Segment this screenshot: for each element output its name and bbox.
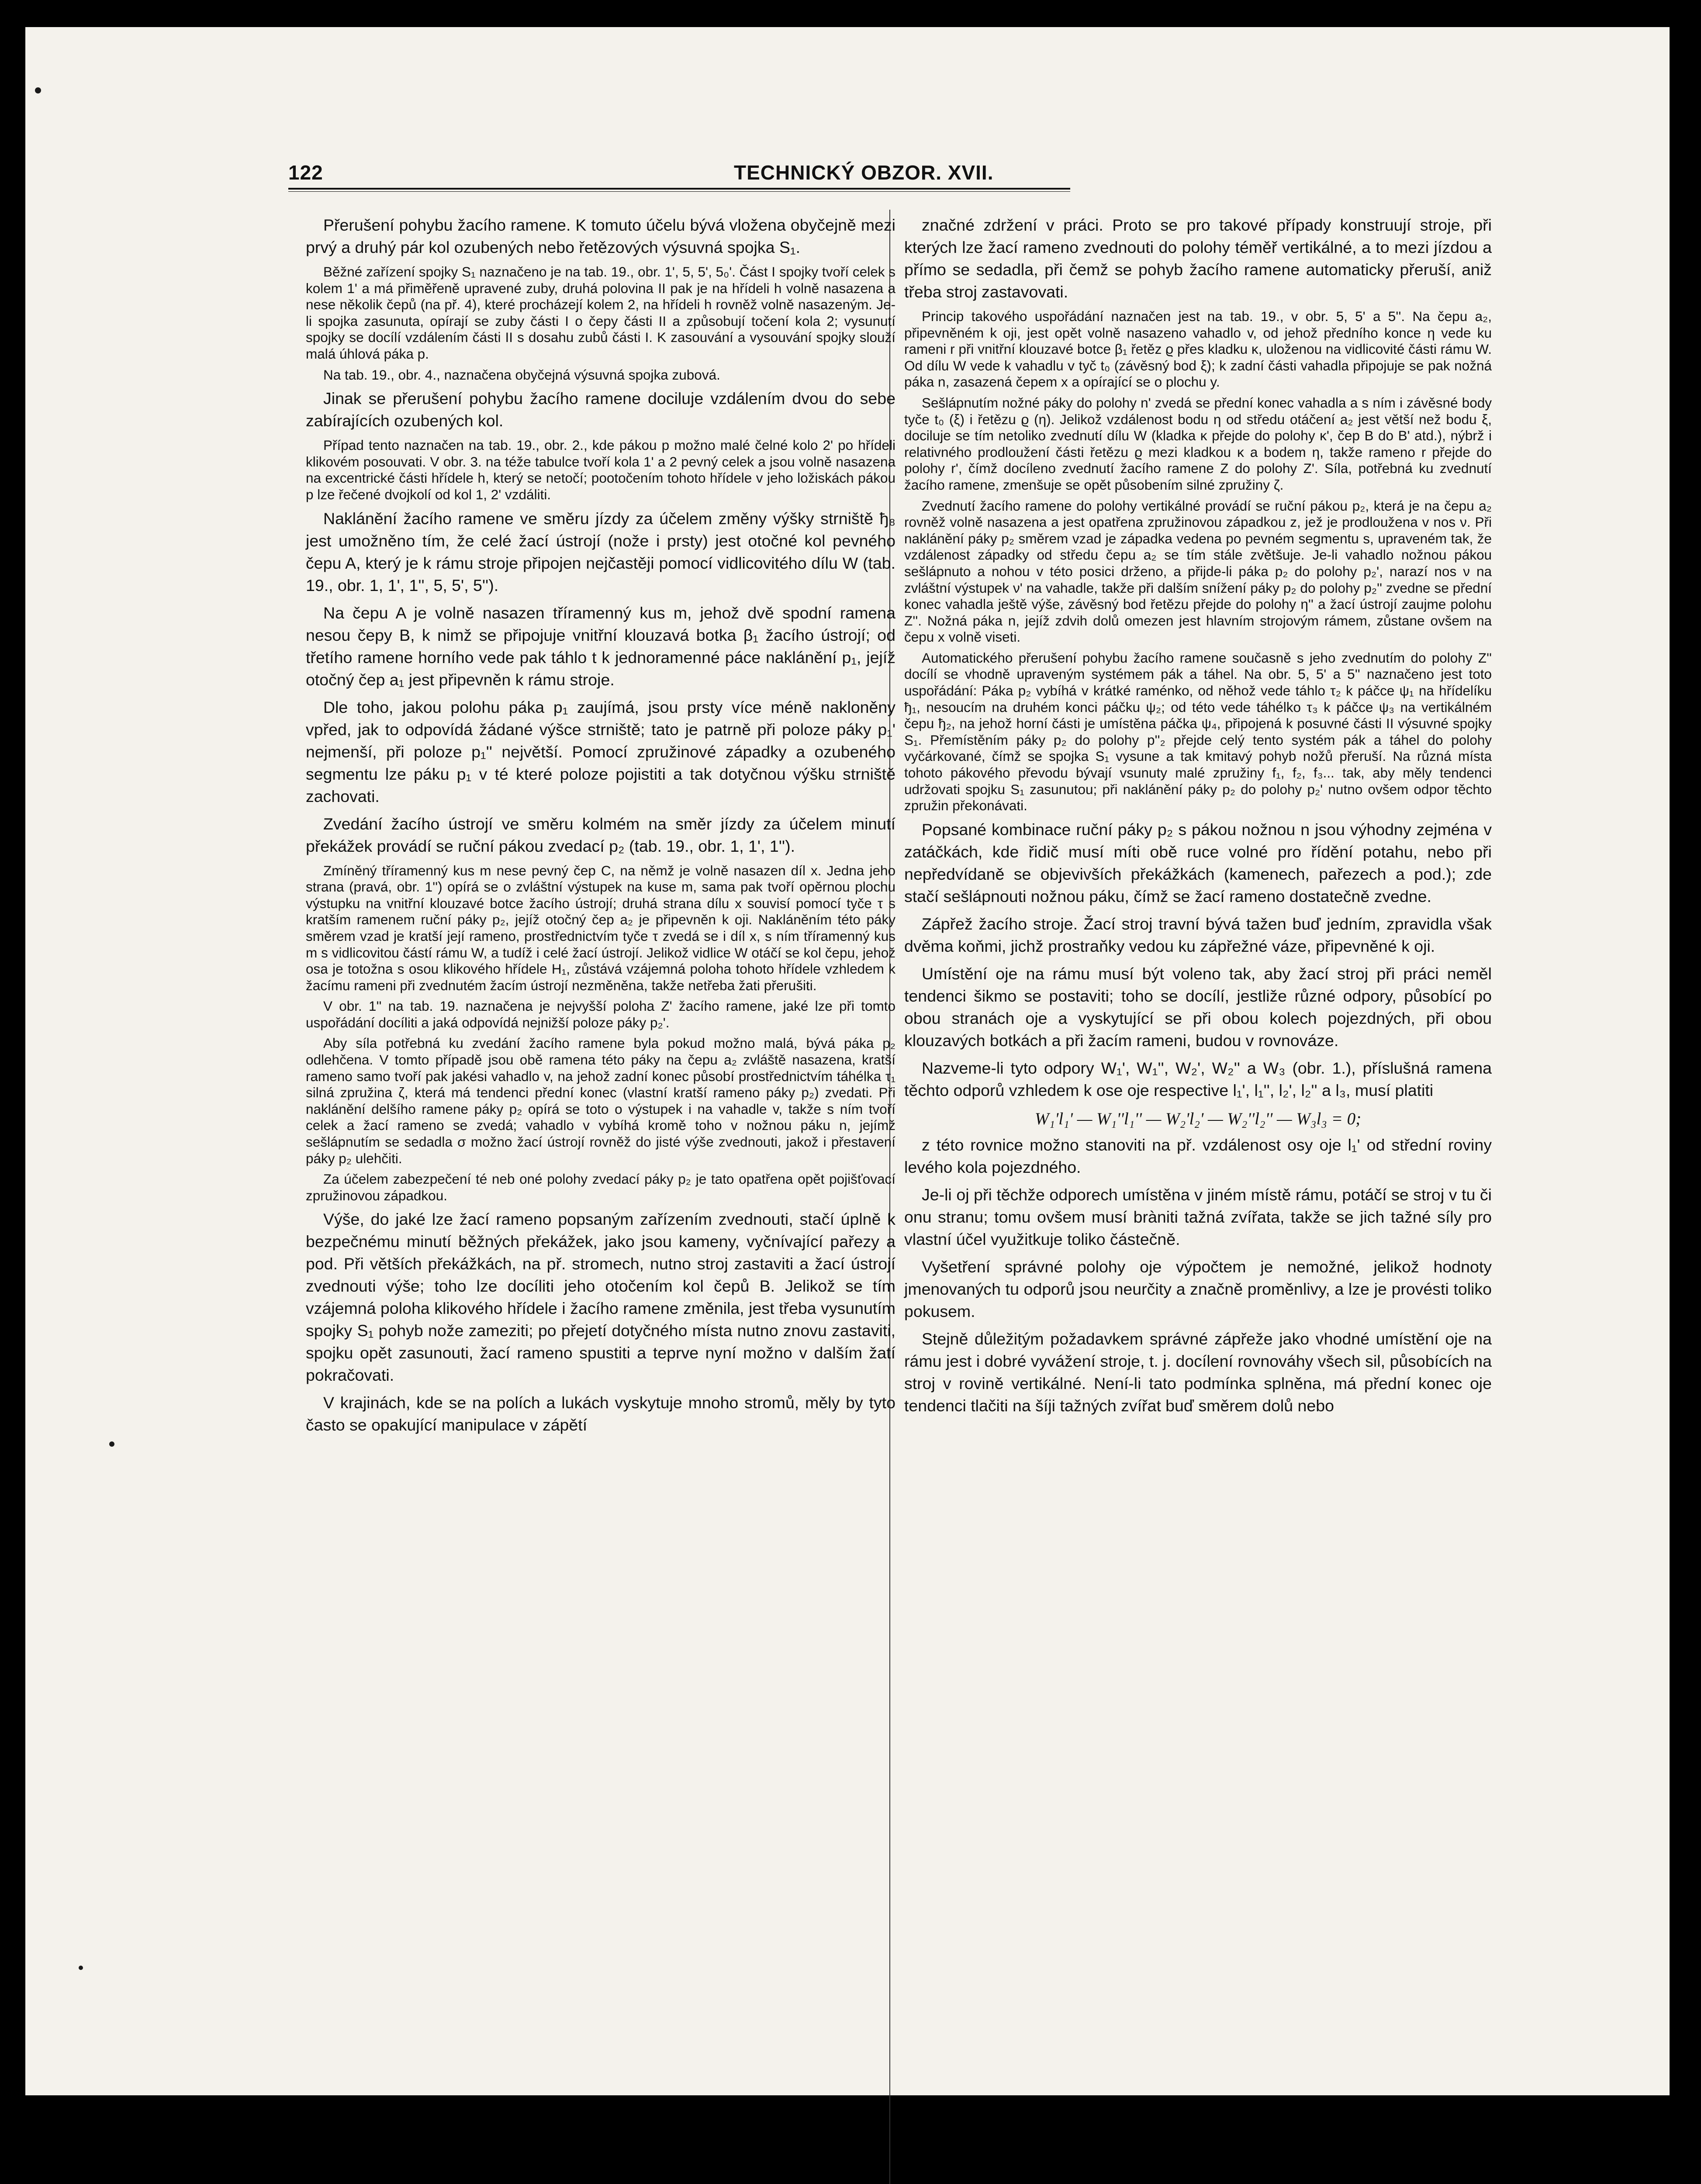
left-column [306,214,895,1441]
paragraph: Za účelem zabezpečení té neb oné polohy zvedací páky p₂ je tato opatřena opět pojišťovací zpružinovou západkou. [306,1171,895,1203]
paragraph: Sešlápnutím nožné páky do polohy n' zvedá se přední konec vahadla a s ním i závěsné body tyče t₀ (ξ) i řetězu ϱ (η). Jelikož vzdálenost bodu η od středu otáčení a₂ jest větší než bodu ξ, dociluje se tím netoliko zvednutí dílu W (kladka κ přejde do polohy κ', čep B do B' atd.), nýbrž i relativného prodloužení části řetězu ϱ mezi kladkou κ a bodem η, takže rameno r přejde do polohy r', čímž docíleno zvednutí žacího ramene Z do polohy Z'. Síla, potřebná ku zvednutí žacího ramene, zmenšuje se opět působením silné zpružiny ζ. [904,394,1492,493]
running-header [288,161,1071,191]
paragraph: Vyšetření správné polohy oje výpočtem je nemožné, jelikož hodnoty jmenovaných tu odporů jsou neurčity a značně proměnlivy, a lze je provésti toliko pokusem. [904,1257,1492,1320]
paragraph: Zvednutí žacího ramene do polohy vertikálné provádí se ruční pákou p₂, která je na čepu a₂ rovněž volně nasazena a jest opatřena zpružinovou západkou z, jež je prodloužena v nos ν. Při naklánění páky p₂ směrem vzad je západka vedena po pevném segmentu s, upraveném tak, že vzdálenost západky od středu čepu a₂ se tím stále zvětšuje. Je-li vahadlo nožnou pákou sešlápnuto a nohou v této posici drženo, a přijde-li páka p₂ do polohy p₂', narazí nos ν na zvláštní výstupek ν' na vahadle, takže při dalším snížení páky p₂ do polohy p₂'' zvedne se přední konec vahadla ještě výše, závěsný bod řetězu přejde do polohy η'' a žací ústrojí zaujme polohu Z''. Nožná páka n, jejíž zdvih dolů omezen jest hlavním strojovým rámem, zůstane ovšem na čepu x volně viseti. [904,498,1492,645]
paragraph: Zápřež žacího stroje. Žací stroj travní bývá tažen buď jedním, zpravidla však dvěma koňmi, jichž prostraňky vedou ku zápřežné váze, připevněné k oji. [904,914,1492,955]
equation: W₁'l₁' — W₁''l₁'' — W₂'l₂' — W₂''l₂'' — W₃l₃ = 0; [1034,1109,1362,1128]
paragraph: V obr. 1'' na tab. 19. naznačena je nejvyšší poloha Z' žacího ramene, jaké lze při tomto uspořádání docíliti a jaká odpovídá nejnižší poloze páky p₂'. [306,998,895,1030]
paragraph: Výše, do jaké lze žací rameno popsaným zařízením zvednouti, stačí úplně k bezpečnému minutí běžných překážek, jako jsou kameny, vyčnívající pařezy a pod. Při větších překážkách, na př. stromech, nutno stroj zastaviti a žací ústrojí zvednouti výše; toho lze docíliti jeho otočením kol čepů B. Jelikož se tím vzájemná poloha klikového hřídele i žacího ramene změnila, jest třeba vysunutím spojky S₁ pohyb nože zameziti; po přejetí dotyčného místa nutno znovu zastaviti, spojku opět zasunouti, žací rameno spustiti a teprve nyní možno v dalším žatí pokračovati. [306,1210,895,1385]
header-rule-thin [288,191,1070,192]
paragraph: Nazveme-li tyto odpory W₁', W₁'', W₂', W₂'' a W₃ (obr. 1.), příslušná ramena těchto odporů vzhledem k ose oje respective l₁', l₁'', l₂', l₂'' a l₃, musí platiti [904,1058,1492,1099]
paragraph: Jinak se přerušení pohybu žacího ramene dociluje vzdálením dvou do sebe zabírajících ozubených kol. [306,389,895,430]
scan-border [1670,27,1701,2113]
paragraph: Zmíněný tříramenný kus m nese pevný čep C, na němž je volně nasazen díl x. Jedna jeho strana (pravá, obr. 1'') opírá se o zvláštní výstupek na kuse m, sama pak tvoří opěrnou plochu výstupku na vnitřní klouzavé botce žacího ústrojí; druhá strana dílu x souvisí pomocí tyče τ s kratším ramenem ruční páky p₂, jejíž otočný čep a₂ je připevněn k oji. Nakláněním této páky směrem vzad je kratší její rameno, prostřednictvím tyče τ zvedá se i díl x, s ním tříramenný kus m s vidlicovitou částí rámu W, a tudíž i celé žací ústrojí. Jelikož vidlice W otáčí se kol čepu, jehož osa je totožna s osou klikového hřídele H₁, zůstává vzájemná poloha tohoto hřídele vzhledem k žacímu rameni při zvednutém žacím ústrojí nezměněna, takže netřeba žati přerušiti. [306,862,895,993]
scan-speck [35,87,41,93]
paragraph: z této rovnice možno stanoviti na př. vzdálenost osy oje l₁' od střední roviny levého kola pojezdného. [904,1135,1492,1176]
paragraph: Přerušení pohybu žacího ramene. K tomuto účelu bývá vložena obyčejně mezi prvý a druhý pár kol ozubených nebo řetězových výsuvná spojka S₁. [306,216,895,256]
paragraph: Na čepu A je volně nasazen tříramenný kus m, jehož dvě spodní ramena nesou čepy B, k nimž se připojuje vnitřní klouzavá botka β₁ žacího ústrojí; od třetího ramene horního vede pak táhlo t k jednoramenné páce naklánění p₁, jejíž otočný čep a₁ jest připevněn k rámu stroje. [306,603,895,689]
paragraph: Aby síla potřebná ku zvedání žacího ramene byla pokud možno malá, bývá páka p₂ odlehčena. V tomto případě jsou obě ramena této páky na čepu a₂ zvláště nasazena, kratší rameno samo tvoří pak jakési vahadlo v, na jehož zadní konec působí prostřednictvím táhélka τ₁ silná zpružina ζ, která má tendenci přední konec (vlastní kratší rameno páky p₂) zvedati. Při naklánění delšího ramene páky p₂ opírá se toto o výstupek i na vahadle v, takže s ním tvoří celek a žací rameno se zvedá; vahadlo v vybíhá kromě toho v nožnou páku n, jejímž sešlápnutím se sedadla σ možno žací ústrojí rovněž do jisté výše zvednouti, jakož i přestavení páky p₂ ulehčiti. [306,1035,895,1166]
right-column [904,214,1492,1422]
scan-speck [109,1441,114,1447]
scan-speck [79,1966,83,1970]
paragraph: značné zdržení v práci. Proto se pro takové případy konstruují stroje, při kterých lze žací rameno zvednouti do polohy téměř vertikálné, a to mezi jízdou a přímo se sedadla, při čemž se pohyb žacího ramene automaticky přeruší, aniž třeba stroj zastavovati. [904,216,1492,301]
paragraph: Zvedání žacího ústrojí ve směru kolmém na směr jízdy za účelem minutí překážek provádí se ruční pákou zvedací p₂ (tab. 19., obr. 1, 1', 1''). [306,814,895,855]
page-number: 122 [288,161,323,184]
paragraph: Dle toho, jakou polohu páka p₁ zaujímá, jsou prsty více méně nakloněny vpřed, jak to odpovídá žádané výšce strniště; tato je patrně při poloze páky p₁' nejmenší, při poloze p₁'' největší. Pomocí zpružinové západky a ozubeného segmentu lze páku p₁ v té které poloze pojistiti a tak dotyčnou výšku strniště zachovati. [306,698,895,805]
paragraph: V krajinách, kde se na polích a lukách vyskytuje mnoho stromů, měly by tyto často se opakující manipulace v zápětí [306,1393,895,1434]
paragraph: Automatického přerušení pohybu žacího ramene současně s jeho zvednutím do polohy Z'' docílí se vhodně upraveným systémem pák a táhel. Na obr. 5, 5' a 5'' naznačeno jest toto uspořádání: Páka p₂ vybíhá v krátké raménko, od něhož vede táhlo τ₂ k páčce ψ₁ na hřídelíku ђ₁, nesoucím na druhém konci páčku ψ₂; od této vede táhélko τ₃ k páčce ψ₃ na vertikálném čepu ђ₂, na jehož horní části je umístěna páčka ψ₄, připojená k posuvné části II výsuvné spojky S₁. Přemístěním páky p₂ do polohy p''₂ přejde celý tento systém pák a táhel do polohy vyčárkované, čímž se spojka S₁ vysune a tak kmitavý pohyb nožů přeruší. Na různá místa tohoto pákového převodu bývají vsunuty malé zpružiny f₁, f₂, f₃... tak, aby měly tendenci udržovati spojku S₁ zasunutou; při naklánění páky p₂ do polohy p₂' nutno ovšem odpor těchto zpružin překonávati. [904,650,1492,814]
paragraph: Na tab. 19., obr. 4., naznačena obyčejná výsuvná spojka zubová. [323,366,720,383]
paragraph: Popsané kombinace ruční páky p₂ s pákou nožnou n jsou výhodny zejména v zatáčkách, kde řidič musí míti obě ruce volné pro řídění potahu, nebo při nepředvídaně se objevivších překážkách (kamenech, pařezech a pod.); zde stačí sešlápnouti nožnou páku, čímž se žací rameno dostatečně zvedne. [904,820,1492,905]
paragraph: Stejně důležitým požadavkem správné zápřeže jako vhodné umístění oje na rámu jest i dobré vyvážení stroje, t. j. docílení rovnováhy všech sil, působících na stroj v rovině vertikálné. Není-li tato podmínka splněna, má přední konec oje tendenci tlačiti na šíji tažných zvířat buď směrem dolů nebo [904,1329,1492,1415]
running-title: TECHNICKÝ OBZOR. XVII. [734,161,994,184]
paragraph: Případ tento naznačen na tab. 19., obr. 2., kde pákou p možno malé čelné kolo 2' po hřídeli klikovém posouvati. V obr. 3. na téže tabulce tvoří kola 1' a 2 pevný celek a jsou volně nasazena na excentrické části hřídele h, který se netočí; pootočením tohoto hřídele v jeho ložiskách pákou p lze řečené dvojkolí od kol 1, 2' vzdáliti. [306,437,895,502]
header-rule [288,188,1070,190]
paragraph: Je-li oj při těchže odporech umístěna v jiném místě rámu, potáčí se stroj v tu či onu stranu; tomu ovšem musí bràniti tažná zvířata, takže se jich tažné síly pro vlastní účel využitkuje toliko částečně. [904,1185,1492,1248]
paragraph: Umístění oje na rámu musí být voleno tak, aby žací stroj při práci neměl tendenci šikmo se postaviti; toho se docílí, jestliže různé odpory, působící po obou stranách oje a vyskytující se při obou kolech pojezdných, při obou klouzavých botkách a při žacím rameni, budou v rovnováze. [904,964,1492,1050]
paragraph: Princip takového uspořádání naznačen jest na tab. 19., v obr. 5, 5' a 5''. Na čepu a₂, připevněném k oji, jest opět volně nasazeno vahadlo v, od jehož předního konce η vede ku rameni r při vnitřní klouzavé botce β₁ řetěz ϱ přes kladku κ, uloženou na vidlicovité části rámu W. Od dílu W vede k vahadlu v tyč t₀ (závěsný bod ξ); k zadní části vahadla připojuje se pak nožná páka n, zasazená čepem x a opírající se o plochu y. [904,308,1492,390]
paragraph: Běžné zařízení spojky S₁ naznačeno je na tab. 19., obr. 1', 5, 5', 5₀'. Část I spojky tvoří celek s kolem 1' a má přiměřeně upravené zuby, druhá polovina II pak je na hřídeli h volně nasazena a nese několik čepů (na př. 4), které procházejí kolem 2, na hřídeli h rovněž volně nasazeným. Je-li spojka zasunuta, opírají se zuby části I o čepy části II a způsobují točení kola 2; vysunutí spojky se docílí vzdálením části II s dosahu zubů části I. K zasouvání a vysouvání spojky slouží malá úhlová páka p. [306,264,895,362]
paragraph: Naklánění žacího ramene ve směru jízdy za účelem změny výšky strniště ђ₈ jest umožněno tím, že celé žací ústrojí (nože i prsty) jest otočné kol pevného čepu A, který je k rámu stroje připojen nejčastěji pomocí vidlicovitého dílu W (tab. 19., obr. 1, 1', 1'', 5, 5', 5''). [306,509,895,594]
